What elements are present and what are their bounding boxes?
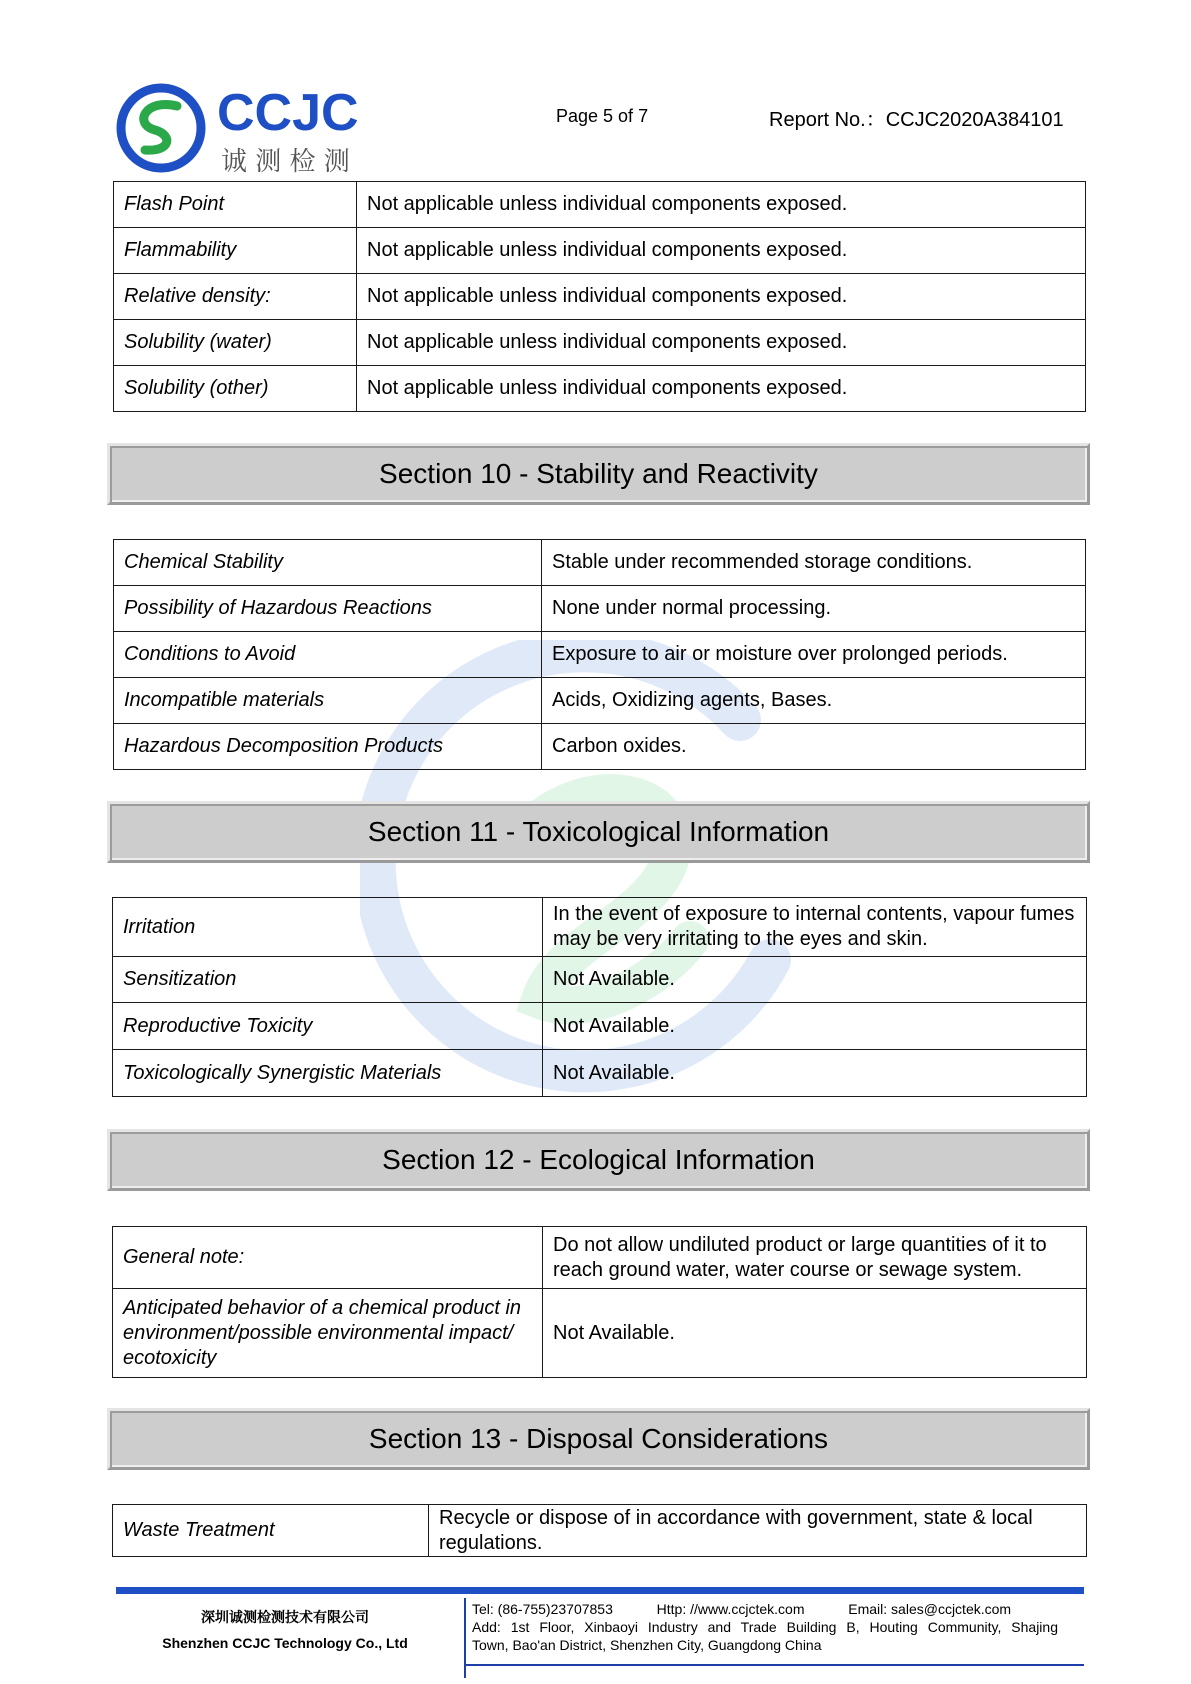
row-key: General note: (113, 1227, 543, 1289)
address-line-1: Add: 1st Floor, Xinbaoyi Industry and Trade Building B, Houting Community, Shajing (472, 1619, 1058, 1635)
footer-vertical-rule (464, 1598, 466, 1678)
section-10-header: Section 10 - Stability and Reactivity (107, 443, 1090, 505)
table-row (114, 320, 1086, 366)
contact-line (472, 1601, 1011, 1618)
report-number: Report No.：CCJC2020A384101 (769, 109, 1064, 131)
row-value: Not Available. (543, 1003, 1087, 1050)
section-12-header: Section 12 - Ecological Information (107, 1129, 1090, 1191)
row-value: None under normal processing. (542, 586, 1086, 632)
property-key: Solubility (other) (114, 366, 357, 412)
contact-email: Email: sales@ccjctek.com (848, 1601, 1012, 1617)
row-value: Not Available. (543, 1289, 1087, 1378)
table-row (114, 540, 1086, 586)
table-row (113, 957, 1087, 1003)
section-13-header: Section 13 - Disposal Considerations (107, 1408, 1090, 1470)
table-row (114, 724, 1086, 770)
row-key: Sensitization (113, 957, 543, 1003)
section-13-table (112, 1504, 1087, 1557)
row-value: Acids, Oxidizing agents, Bases. (542, 678, 1086, 724)
row-key: Anticipated behavior of a chemical product in environment/possible environmental impact/ ecotoxicity (113, 1289, 543, 1378)
row-value: Carbon oxides. (542, 724, 1086, 770)
page-number: Page 5 of 7 (556, 106, 649, 126)
row-value: Exposure to air or moisture over prolonged periods. (542, 632, 1086, 678)
row-value: In the event of exposure to internal contents, vapour fumes may be very irritating to the eyes and skin. (543, 898, 1087, 957)
property-key: Flammability (114, 228, 357, 274)
row-key: Conditions to Avoid (114, 632, 542, 678)
row-value: Recycle or dispose of in accordance with government, state & local regulations. (429, 1505, 1087, 1557)
table-row (113, 1505, 1087, 1557)
company-logo (115, 80, 395, 176)
company-name-english: Shenzhen CCJC Technology Co., Ltd (162, 1635, 408, 1651)
table-row (114, 678, 1086, 724)
row-key: Irritation (113, 898, 543, 957)
property-value: Not applicable unless individual components exposed. (357, 228, 1086, 274)
row-key: Possibility of Hazardous Reactions (114, 586, 542, 632)
svg-text:CCJC: CCJC (217, 84, 359, 142)
table-row (114, 274, 1086, 320)
row-key: Hazardous Decomposition Products (114, 724, 542, 770)
row-value: Do not allow undiluted product or large quantities of it to reach ground water, water course or sewage system. (543, 1227, 1087, 1289)
section-11-table (112, 897, 1087, 1097)
row-key: Toxicologically Synergistic Materials (113, 1050, 543, 1097)
row-key: Reproductive Toxicity (113, 1003, 543, 1050)
property-value: Not applicable unless individual components exposed. (357, 182, 1086, 228)
table-row (113, 1227, 1087, 1289)
row-value: Not Available. (543, 1050, 1087, 1097)
section-12-table (112, 1226, 1087, 1378)
properties-table (113, 181, 1086, 412)
table-row (114, 228, 1086, 274)
table-row (114, 586, 1086, 632)
footer-bottom-rule (466, 1664, 1084, 1666)
table-row (113, 898, 1087, 957)
table-row (114, 182, 1086, 228)
property-key: Relative density: (114, 274, 357, 320)
footer-divider (116, 1587, 1084, 1594)
table-row (113, 1050, 1087, 1097)
table-row (114, 632, 1086, 678)
property-value: Not applicable unless individual components exposed. (357, 320, 1086, 366)
property-value: Not applicable unless individual components exposed. (357, 366, 1086, 412)
svg-text:诚 测 检 测: 诚 测 检 测 (221, 147, 350, 176)
table-row (113, 1289, 1087, 1378)
property-key: Flash Point (114, 182, 357, 228)
section-11-header: Section 11 - Toxicological Information (107, 801, 1090, 863)
row-key: Incompatible materials (114, 678, 542, 724)
address-line-2: Town, Bao'an District, Shenzhen City, Guangdong China (472, 1637, 822, 1653)
property-value: Not applicable unless individual components exposed. (357, 274, 1086, 320)
row-key: Waste Treatment (113, 1505, 429, 1557)
table-row (113, 1003, 1087, 1050)
property-key: Solubility (water) (114, 320, 357, 366)
contact-website: Http: //www.ccjctek.com (656, 1601, 805, 1617)
row-value: Stable under recommended storage conditions. (542, 540, 1086, 586)
table-row (114, 366, 1086, 412)
section-10-table (113, 539, 1086, 770)
logo-mark-icon (115, 80, 395, 176)
row-key: Chemical Stability (114, 540, 542, 586)
row-value: Not Available. (543, 957, 1087, 1003)
company-name-chinese: 深圳诚测检测技术有限公司 (201, 1609, 369, 1625)
contact-tel: Tel: (86-755)23707853 (472, 1601, 613, 1617)
